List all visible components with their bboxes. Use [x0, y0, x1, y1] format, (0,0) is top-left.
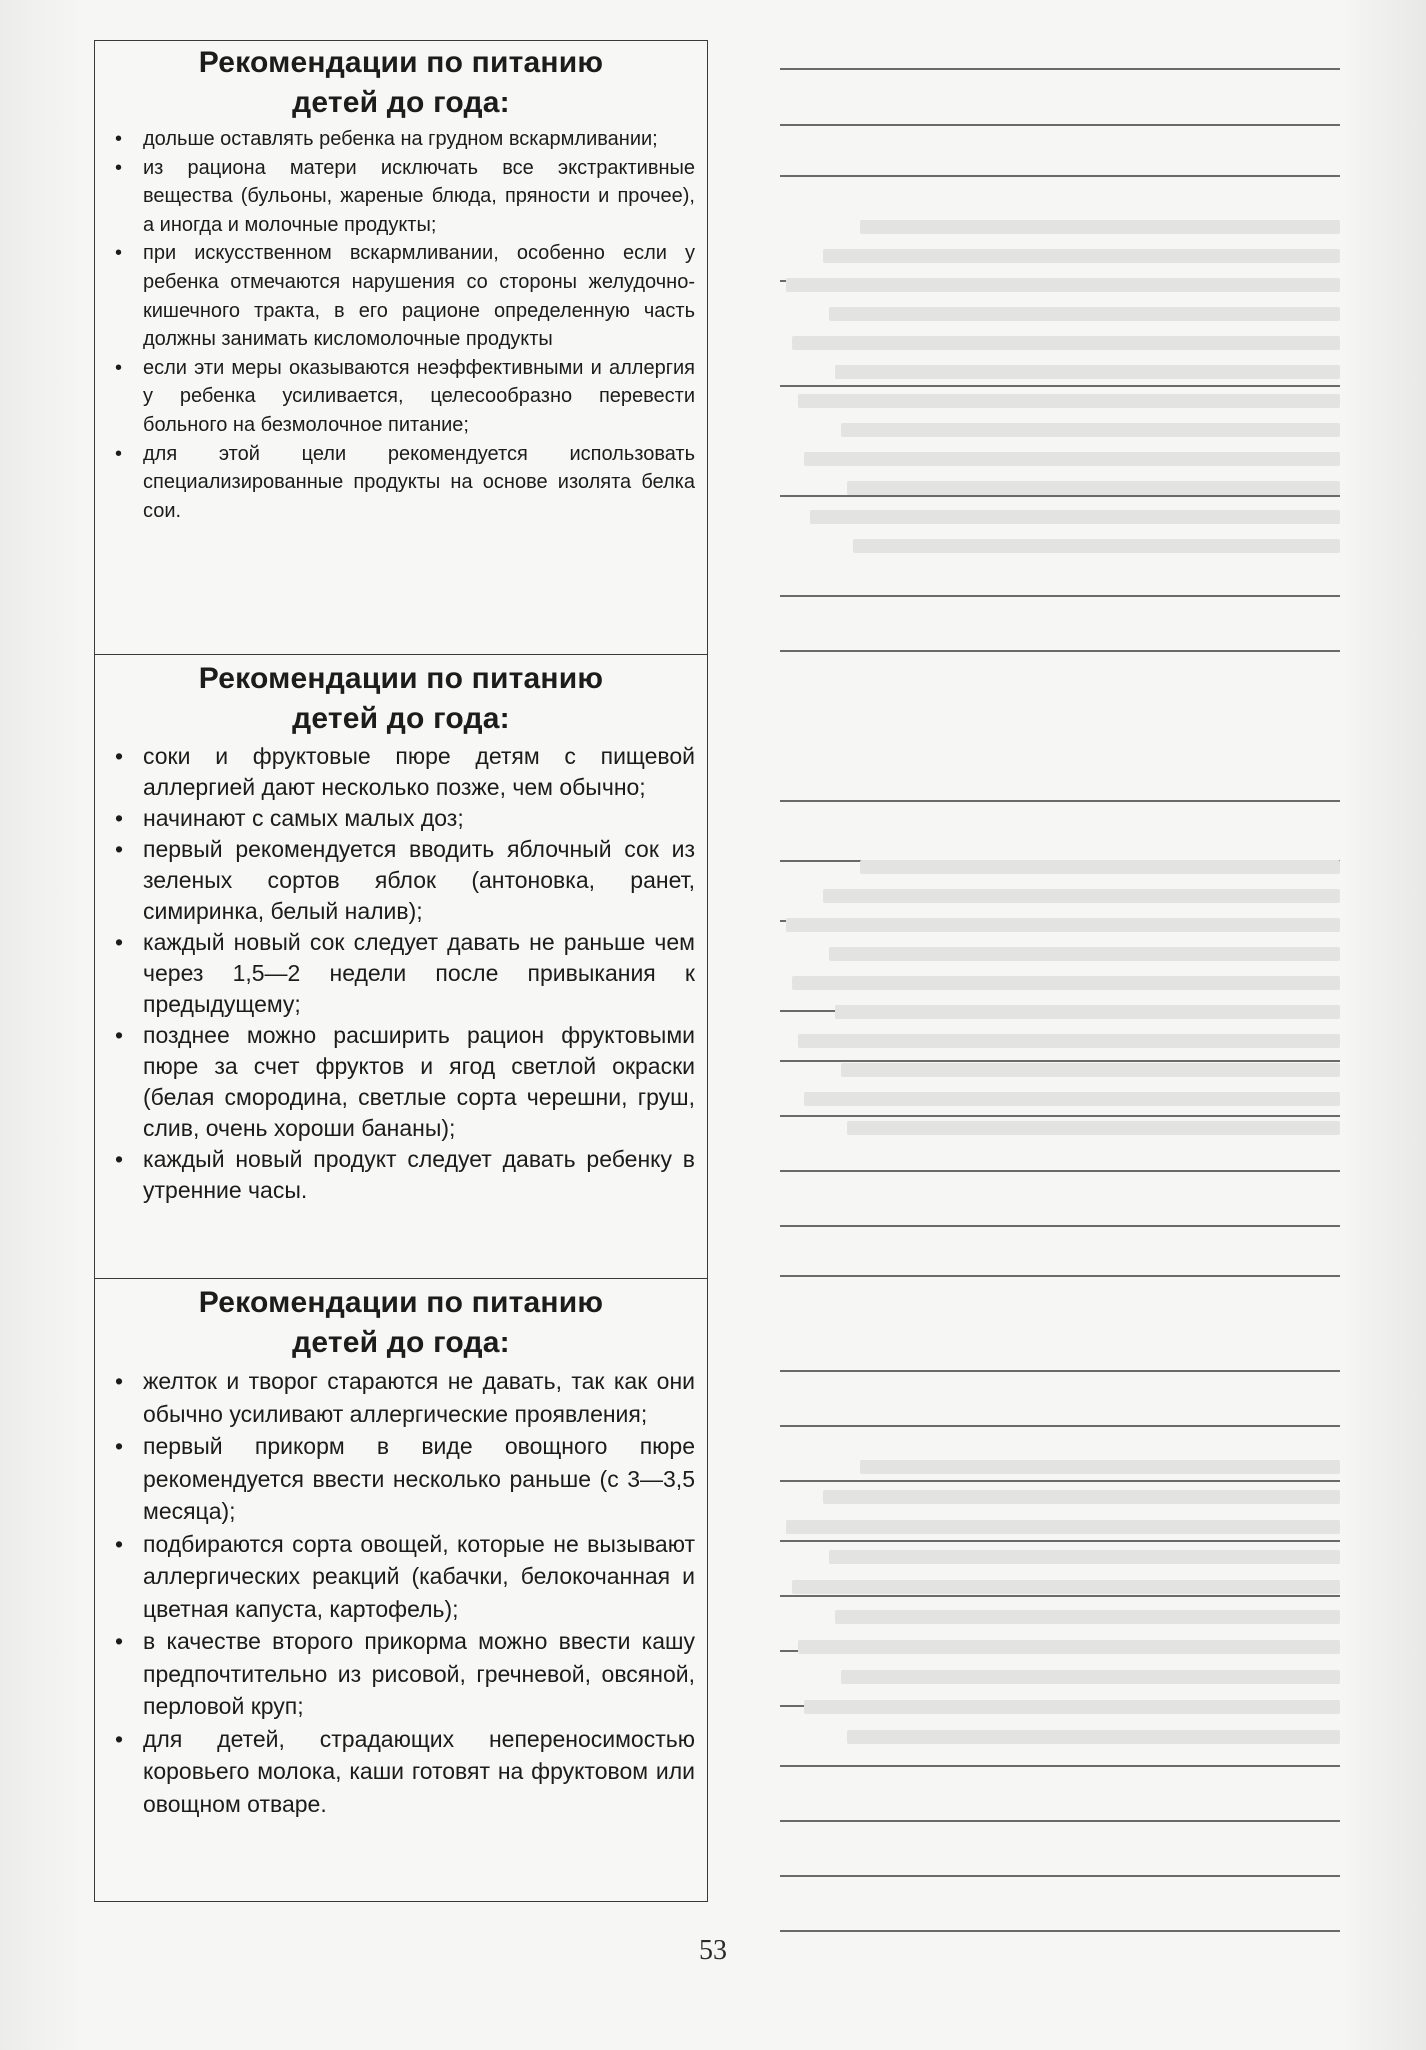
bleed-through-line	[823, 249, 1340, 263]
note-rule	[780, 1370, 1340, 1372]
bleed-through-line	[792, 976, 1340, 990]
bleed-through-line	[860, 860, 1340, 874]
note-rule	[780, 124, 1340, 126]
note-rule	[780, 1765, 1340, 1767]
section-2-list	[107, 741, 695, 1206]
list-item: • каждый новый сок следует давать не раньше чем через 1,5—2 недели после привыкания к предыдущему;	[107, 927, 695, 1020]
note-rule	[780, 1115, 1340, 1117]
section-3-list	[107, 1365, 695, 1820]
section-2	[95, 655, 707, 1279]
note-rule	[780, 1480, 1340, 1482]
bleed-through-line	[804, 1092, 1340, 1106]
list-item: • первый рекомендуется вводить яблочный сок из зеленых сортов яблок (антоновка, ранет, симиринка, белый налив);	[107, 834, 695, 927]
list-item: • начинают с самых малых доз;	[107, 803, 695, 834]
notes-column	[770, 40, 1340, 1940]
bleed-through-line	[853, 539, 1340, 553]
bleed-through-line	[841, 1670, 1340, 1684]
list-item: • из рациона матери исключать все экстрактивные вещества (бульоны, жареные блюда, пряности и прочее), а иногда и молочные продукты;	[107, 154, 695, 240]
note-rule	[780, 175, 1340, 177]
section-2-title	[107, 659, 695, 739]
bleed-through-line	[798, 1640, 1340, 1654]
list-item: • позднее можно расширить рацион фруктовыми пюре за счет фруктов и ягод светлой окраски (белая смородина, светлые сорта черешни, груш, слив, очень хороши бананы);	[107, 1020, 695, 1144]
section-1	[95, 41, 707, 655]
bleed-through-line	[823, 1490, 1340, 1504]
section-1-title-line2: детей до года:	[292, 86, 510, 119]
bleed-through-line	[823, 889, 1340, 903]
note-rule	[780, 1820, 1340, 1822]
recommendations-box	[94, 40, 708, 1902]
bleed-through-line	[786, 918, 1340, 932]
section-2-title-line2: детей до года:	[292, 702, 510, 735]
bleed-through-line	[835, 365, 1340, 379]
bleed-through-line	[792, 336, 1340, 350]
bleed-through-line	[829, 947, 1340, 961]
list-item: • каждый новый продукт следует давать ребенку в утренние часы.	[107, 1144, 695, 1206]
section-1-list	[107, 125, 695, 525]
bleed-through-line	[786, 278, 1340, 292]
bleed-through-line	[860, 1460, 1340, 1474]
bleed-through-line	[847, 1730, 1340, 1744]
section-3	[95, 1279, 707, 1901]
list-item: • соки и фруктовые пюре детям с пищевой аллергией дают несколько позже, чем обычно;	[107, 741, 695, 803]
section-3-title-line1: Рекомендации по питанию	[198, 1286, 604, 1319]
note-rule	[780, 1595, 1340, 1597]
bleed-through-line	[860, 220, 1340, 234]
bleed-through-line	[786, 1520, 1340, 1534]
bleed-through-line	[792, 1580, 1340, 1594]
note-rule	[780, 1425, 1340, 1427]
bleed-through-line	[841, 1063, 1340, 1077]
list-item: • для этой цели рекомендуется использовать специализированные продукты на основе изолята белка сои.	[107, 440, 695, 526]
bleed-through-line	[829, 1550, 1340, 1564]
bleed-through-line	[804, 452, 1340, 466]
list-item: • первый прикорм в виде овощного пюре рекомендуется ввести несколько раньше (с 3—3,5 месяца);	[107, 1430, 695, 1528]
bleed-through-line	[829, 307, 1340, 321]
list-item: • желток и творог стараются не давать, так как они обычно усиливают аллергические проявления;	[107, 1365, 695, 1430]
note-rule	[780, 1875, 1340, 1877]
note-rule	[780, 1225, 1340, 1227]
bleed-through-line	[847, 1121, 1340, 1135]
note-rule	[780, 595, 1340, 597]
bleed-through-line	[798, 394, 1340, 408]
section-3-title-line2: детей до года:	[292, 1326, 510, 1359]
list-item: • в качестве второго прикорма можно ввести кашу предпочтительно из рисовой, гречневой, овсяной, перловой круп;	[107, 1625, 695, 1723]
section-2-title-line1: Рекомендации по питанию	[198, 662, 604, 695]
note-rule	[780, 385, 1340, 387]
bleed-through-line	[835, 1610, 1340, 1624]
note-rule	[780, 800, 1340, 802]
list-item: • если эти меры оказываются неэффективными и аллергия у ребенка усиливается, целесообразно перевести больного на безмолочное питание;	[107, 354, 695, 440]
bleed-through-line	[798, 1034, 1340, 1048]
bleed-through-line	[835, 1005, 1340, 1019]
bleed-through-line	[847, 481, 1340, 495]
list-item: • для детей, страдающих непереносимостью коровьего молока, каши готовят на фруктовом или овощном отваре.	[107, 1723, 695, 1821]
bleed-through-line	[841, 423, 1340, 437]
section-1-title	[107, 43, 695, 123]
section-1-title-line1: Рекомендации по питанию	[198, 46, 604, 79]
note-rule	[780, 1930, 1340, 1932]
bleed-through-line	[810, 510, 1340, 524]
list-item: • подбираются сорта овощей, которые не вызывают аллергических реакций (кабачки, белокочанная и цветная капуста, картофель);	[107, 1528, 695, 1626]
list-item: • дольше оставлять ребенка на грудном вскармливании;	[107, 125, 695, 154]
page-number: 53	[699, 1935, 727, 1966]
note-rule	[780, 1060, 1340, 1062]
note-rule	[780, 1170, 1340, 1172]
bleed-through-line	[804, 1700, 1340, 1714]
section-3-title	[107, 1283, 695, 1363]
note-rule	[780, 495, 1340, 497]
list-item: • при искусственном вскармливании, особенно если у ребенка отмечаются нарушения со стороны желудочно-кишечного тракта, в его рационе определенную часть должны занимать кисломолочные продукты	[107, 239, 695, 353]
note-rule	[780, 650, 1340, 652]
note-rule	[780, 1275, 1340, 1277]
note-rule	[780, 68, 1340, 70]
note-rule	[780, 1540, 1340, 1542]
